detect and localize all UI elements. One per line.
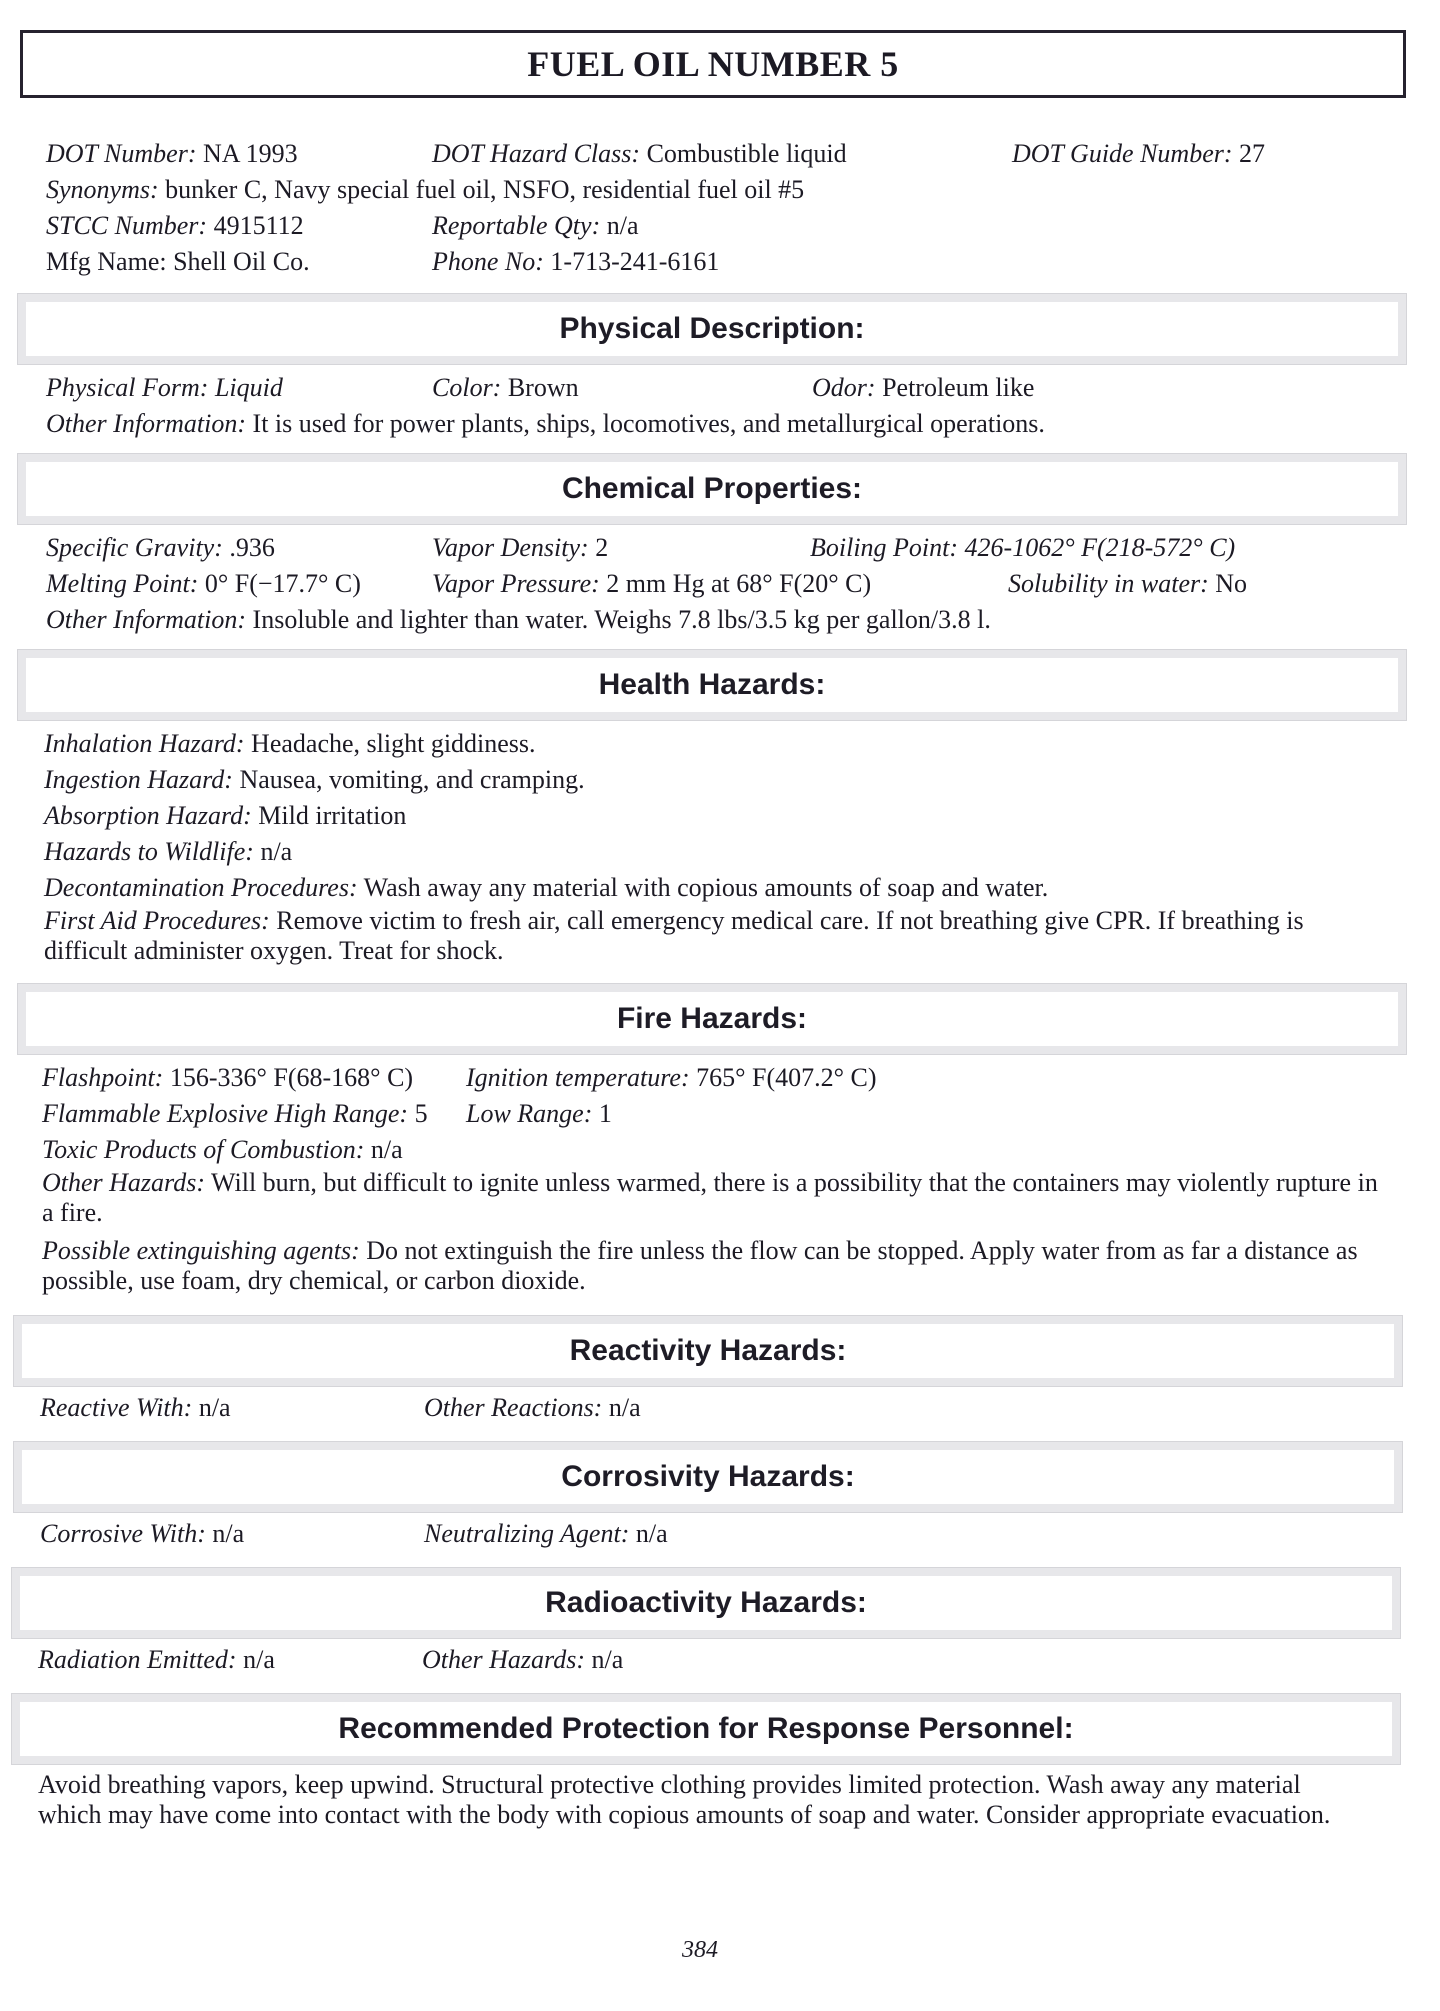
synonyms-field bbox=[46, 172, 804, 208]
health-heading: Health Hazards: bbox=[598, 668, 826, 701]
protection-text: Avoid breathing vapors, keep upwind. Structural protective clothing provides limited protection. Wash away any material which may have come into contact with the body with copious amounts of soap and water. Consider appropriate evacuation. bbox=[38, 1770, 1331, 1829]
corrosive-with-field bbox=[40, 1516, 244, 1552]
mfg-label: Mfg Name: bbox=[46, 247, 167, 276]
first-aid-label: First Aid Procedures: bbox=[44, 906, 270, 935]
low-range-label: Low Range: bbox=[466, 1099, 593, 1128]
corrosivity-section-header bbox=[14, 1442, 1402, 1512]
chemical-heading: Chemical Properties: bbox=[561, 472, 863, 505]
physical-other-value: It is used for power plants, ships, locomotives, and metallurgical operations. bbox=[252, 409, 1045, 438]
guide-number-label: DOT Guide Number: bbox=[1012, 139, 1233, 168]
dot-number-value: NA 1993 bbox=[202, 139, 298, 168]
high-range-field bbox=[42, 1096, 428, 1132]
synonyms-value: bunker C, Navy special fuel oil, NSFO, residential fuel oil #5 bbox=[165, 175, 805, 204]
radioactivity-other-label: Other Hazards: bbox=[422, 1645, 585, 1674]
physical-section-header bbox=[18, 294, 1406, 364]
low-range-value: 1 bbox=[598, 1099, 612, 1128]
dot-number-label: DOT Number: bbox=[46, 139, 197, 168]
reportable-value: n/a bbox=[606, 211, 639, 240]
phone-field bbox=[432, 244, 719, 280]
health-section-header bbox=[18, 650, 1406, 720]
vapor-density-field bbox=[432, 530, 608, 566]
vapor-pressure-field bbox=[432, 566, 871, 602]
decontamination-field bbox=[44, 870, 1048, 906]
corrosivity-heading: Corrosivity Hazards: bbox=[561, 1460, 855, 1493]
specific-gravity-label: Specific Gravity: bbox=[46, 533, 223, 562]
color-field bbox=[432, 370, 579, 406]
toxic-products-field bbox=[42, 1132, 403, 1168]
wildlife-field bbox=[44, 834, 292, 870]
melting-point-field bbox=[46, 566, 361, 602]
odor-value: Petroleum like bbox=[882, 373, 1035, 402]
stcc-field bbox=[46, 208, 304, 244]
solubility-value: No bbox=[1215, 569, 1248, 598]
guide-number-value: 27 bbox=[1239, 139, 1266, 168]
boiling-point-field: Boiling Point: 426-1062° F(218-572° C) bbox=[810, 533, 1236, 562]
absorption-label: Absorption Hazard: bbox=[44, 801, 252, 830]
radiation-emitted-value: n/a bbox=[243, 1645, 275, 1674]
extinguishing-agents-field bbox=[42, 1236, 1388, 1296]
other-reactions-field bbox=[424, 1390, 641, 1426]
radioactivity-heading: Radioactivity Hazards: bbox=[545, 1586, 867, 1619]
ingestion-label: Ingestion Hazard: bbox=[44, 765, 233, 794]
phone-value: 1-713-241-6161 bbox=[550, 247, 720, 276]
melting-point-value: 0° F(−17.7° C) bbox=[204, 569, 361, 598]
high-range-value: 5 bbox=[414, 1099, 428, 1128]
specific-gravity-field bbox=[46, 530, 275, 566]
fire-other-hazards-field bbox=[42, 1168, 1388, 1228]
chemical-other-value: Insoluble and lighter than water. Weighs 7.8 lbs/3.5 kg per gallon/3.8 l. bbox=[252, 605, 991, 634]
extinguishing-agents-label: Possible extinguishing agents: bbox=[42, 1236, 360, 1265]
ingestion-value: Nausea, vomiting, and cramping. bbox=[239, 765, 585, 794]
protection-heading: Recommended Protection for Response Personnel: bbox=[338, 1712, 1074, 1745]
physical-other-field bbox=[46, 406, 1045, 442]
toxic-products-label: Toxic Products of Combustion: bbox=[42, 1135, 365, 1164]
inhalation-value: Headache, slight giddiness. bbox=[251, 729, 536, 758]
physical-heading: Physical Description: bbox=[559, 312, 865, 345]
hazard-class-value: Combustible liquid bbox=[646, 139, 847, 168]
radiation-emitted-field bbox=[38, 1642, 275, 1678]
inhalation-label: Inhalation Hazard: bbox=[44, 729, 245, 758]
mfg-value: Shell Oil Co. bbox=[173, 247, 310, 276]
inhalation-field bbox=[44, 726, 536, 762]
ingestion-field bbox=[44, 762, 585, 798]
fire-other-hazards-value: Will burn, but difficult to ignite unless warmed, there is a possibility that the containers may violently rupture in a fire. bbox=[42, 1168, 1378, 1227]
vapor-density-value: 2 bbox=[595, 533, 609, 562]
decontamination-label: Decontamination Procedures: bbox=[44, 873, 358, 902]
stcc-value: 4915112 bbox=[213, 211, 304, 240]
dot-number-field bbox=[46, 136, 298, 172]
fire-heading: Fire Hazards: bbox=[616, 1002, 808, 1035]
hazard-class-label: DOT Hazard Class: bbox=[432, 139, 641, 168]
first-aid-value: Remove victim to fresh air, call emergency medical care. If not breathing give CPR. If breathing is difficult administer oxygen. Treat for shock. bbox=[44, 906, 1304, 965]
vapor-pressure-label: Vapor Pressure: bbox=[432, 569, 600, 598]
physical-other-label: Other Information: bbox=[46, 409, 247, 438]
high-range-label: Flammable Explosive High Range: bbox=[42, 1099, 409, 1128]
fire-section-header bbox=[18, 984, 1406, 1054]
color-label: Color: bbox=[432, 373, 502, 402]
specific-gravity-value: .936 bbox=[229, 533, 275, 562]
fire-other-hazards-label: Other Hazards: bbox=[42, 1168, 205, 1197]
page-number: 384 bbox=[682, 1937, 718, 1963]
radioactivity-other-value: n/a bbox=[591, 1645, 624, 1674]
reactive-with-field bbox=[40, 1390, 231, 1426]
phone-label: Phone No: bbox=[432, 247, 544, 276]
title-box bbox=[20, 30, 1406, 98]
low-range-field bbox=[466, 1096, 612, 1132]
absorption-field bbox=[44, 798, 406, 834]
reportable-label: Reportable Qty: bbox=[432, 211, 601, 240]
guide-number-field bbox=[1012, 136, 1265, 172]
mfg-field bbox=[46, 244, 310, 280]
solubility-label: Solubility in water: bbox=[1008, 569, 1209, 598]
other-reactions-value: n/a bbox=[608, 1393, 641, 1422]
absorption-value: Mild irritation bbox=[258, 801, 407, 830]
radioactivity-other-field bbox=[422, 1642, 623, 1678]
toxic-products-value: n/a bbox=[370, 1135, 403, 1164]
corrosive-with-value: n/a bbox=[212, 1519, 245, 1548]
neutralizing-agent-field bbox=[424, 1516, 668, 1552]
reactivity-section-header bbox=[14, 1316, 1402, 1386]
protection-section-header bbox=[12, 1694, 1400, 1764]
synonyms-label: Synonyms: bbox=[46, 175, 159, 204]
reactive-with-label: Reactive With: bbox=[40, 1393, 193, 1422]
physical-form-field: Physical Form: Liquid bbox=[46, 373, 283, 402]
color-value: Brown bbox=[507, 373, 579, 402]
chemical-section-header bbox=[18, 454, 1406, 524]
odor-label: Odor: bbox=[812, 373, 876, 402]
radioactivity-section-header bbox=[12, 1568, 1400, 1638]
decontamination-value: Wash away any material with copious amounts of soap and water. bbox=[363, 873, 1049, 902]
stcc-label: STCC Number: bbox=[46, 211, 208, 240]
radiation-emitted-label: Radiation Emitted: bbox=[38, 1645, 237, 1674]
vapor-pressure-value: 2 mm Hg at 68° F(20° C) bbox=[606, 569, 872, 598]
reactivity-heading: Reactivity Hazards: bbox=[569, 1334, 847, 1367]
vapor-density-label: Vapor Density: bbox=[432, 533, 589, 562]
flashpoint-field bbox=[42, 1060, 413, 1096]
ignition-label: Ignition temperature: bbox=[466, 1063, 690, 1092]
other-reactions-label: Other Reactions: bbox=[424, 1393, 603, 1422]
document-title: FUEL OIL NUMBER 5 bbox=[527, 44, 899, 84]
extinguishing-agents-value: Do not extinguish the fire unless the flow can be stopped. Apply water from as far a distance as possible, use foam, dry chemical, or carbon dioxide. bbox=[42, 1236, 1358, 1295]
wildlife-value: n/a bbox=[260, 837, 293, 866]
hazard-class-field bbox=[432, 136, 847, 172]
flashpoint-label: Flashpoint: bbox=[42, 1063, 164, 1092]
flashpoint-value: 156-336° F(68-168° C) bbox=[169, 1063, 414, 1092]
neutralizing-agent-label: Neutralizing Agent: bbox=[424, 1519, 630, 1548]
chemical-other-label: Other Information: bbox=[46, 605, 247, 634]
ignition-field bbox=[466, 1060, 877, 1096]
wildlife-label: Hazards to Wildlife: bbox=[44, 837, 254, 866]
solubility-field bbox=[1008, 566, 1247, 602]
reactive-with-value: n/a bbox=[198, 1393, 231, 1422]
ignition-value: 765° F(407.2° C) bbox=[696, 1063, 877, 1092]
reportable-field bbox=[432, 208, 639, 244]
melting-point-label: Melting Point: bbox=[46, 569, 199, 598]
neutralizing-agent-value: n/a bbox=[635, 1519, 668, 1548]
odor-field bbox=[812, 370, 1034, 406]
first-aid-field bbox=[44, 906, 1390, 966]
corrosive-with-label: Corrosive With: bbox=[40, 1519, 206, 1548]
chemical-other-field bbox=[46, 602, 991, 638]
